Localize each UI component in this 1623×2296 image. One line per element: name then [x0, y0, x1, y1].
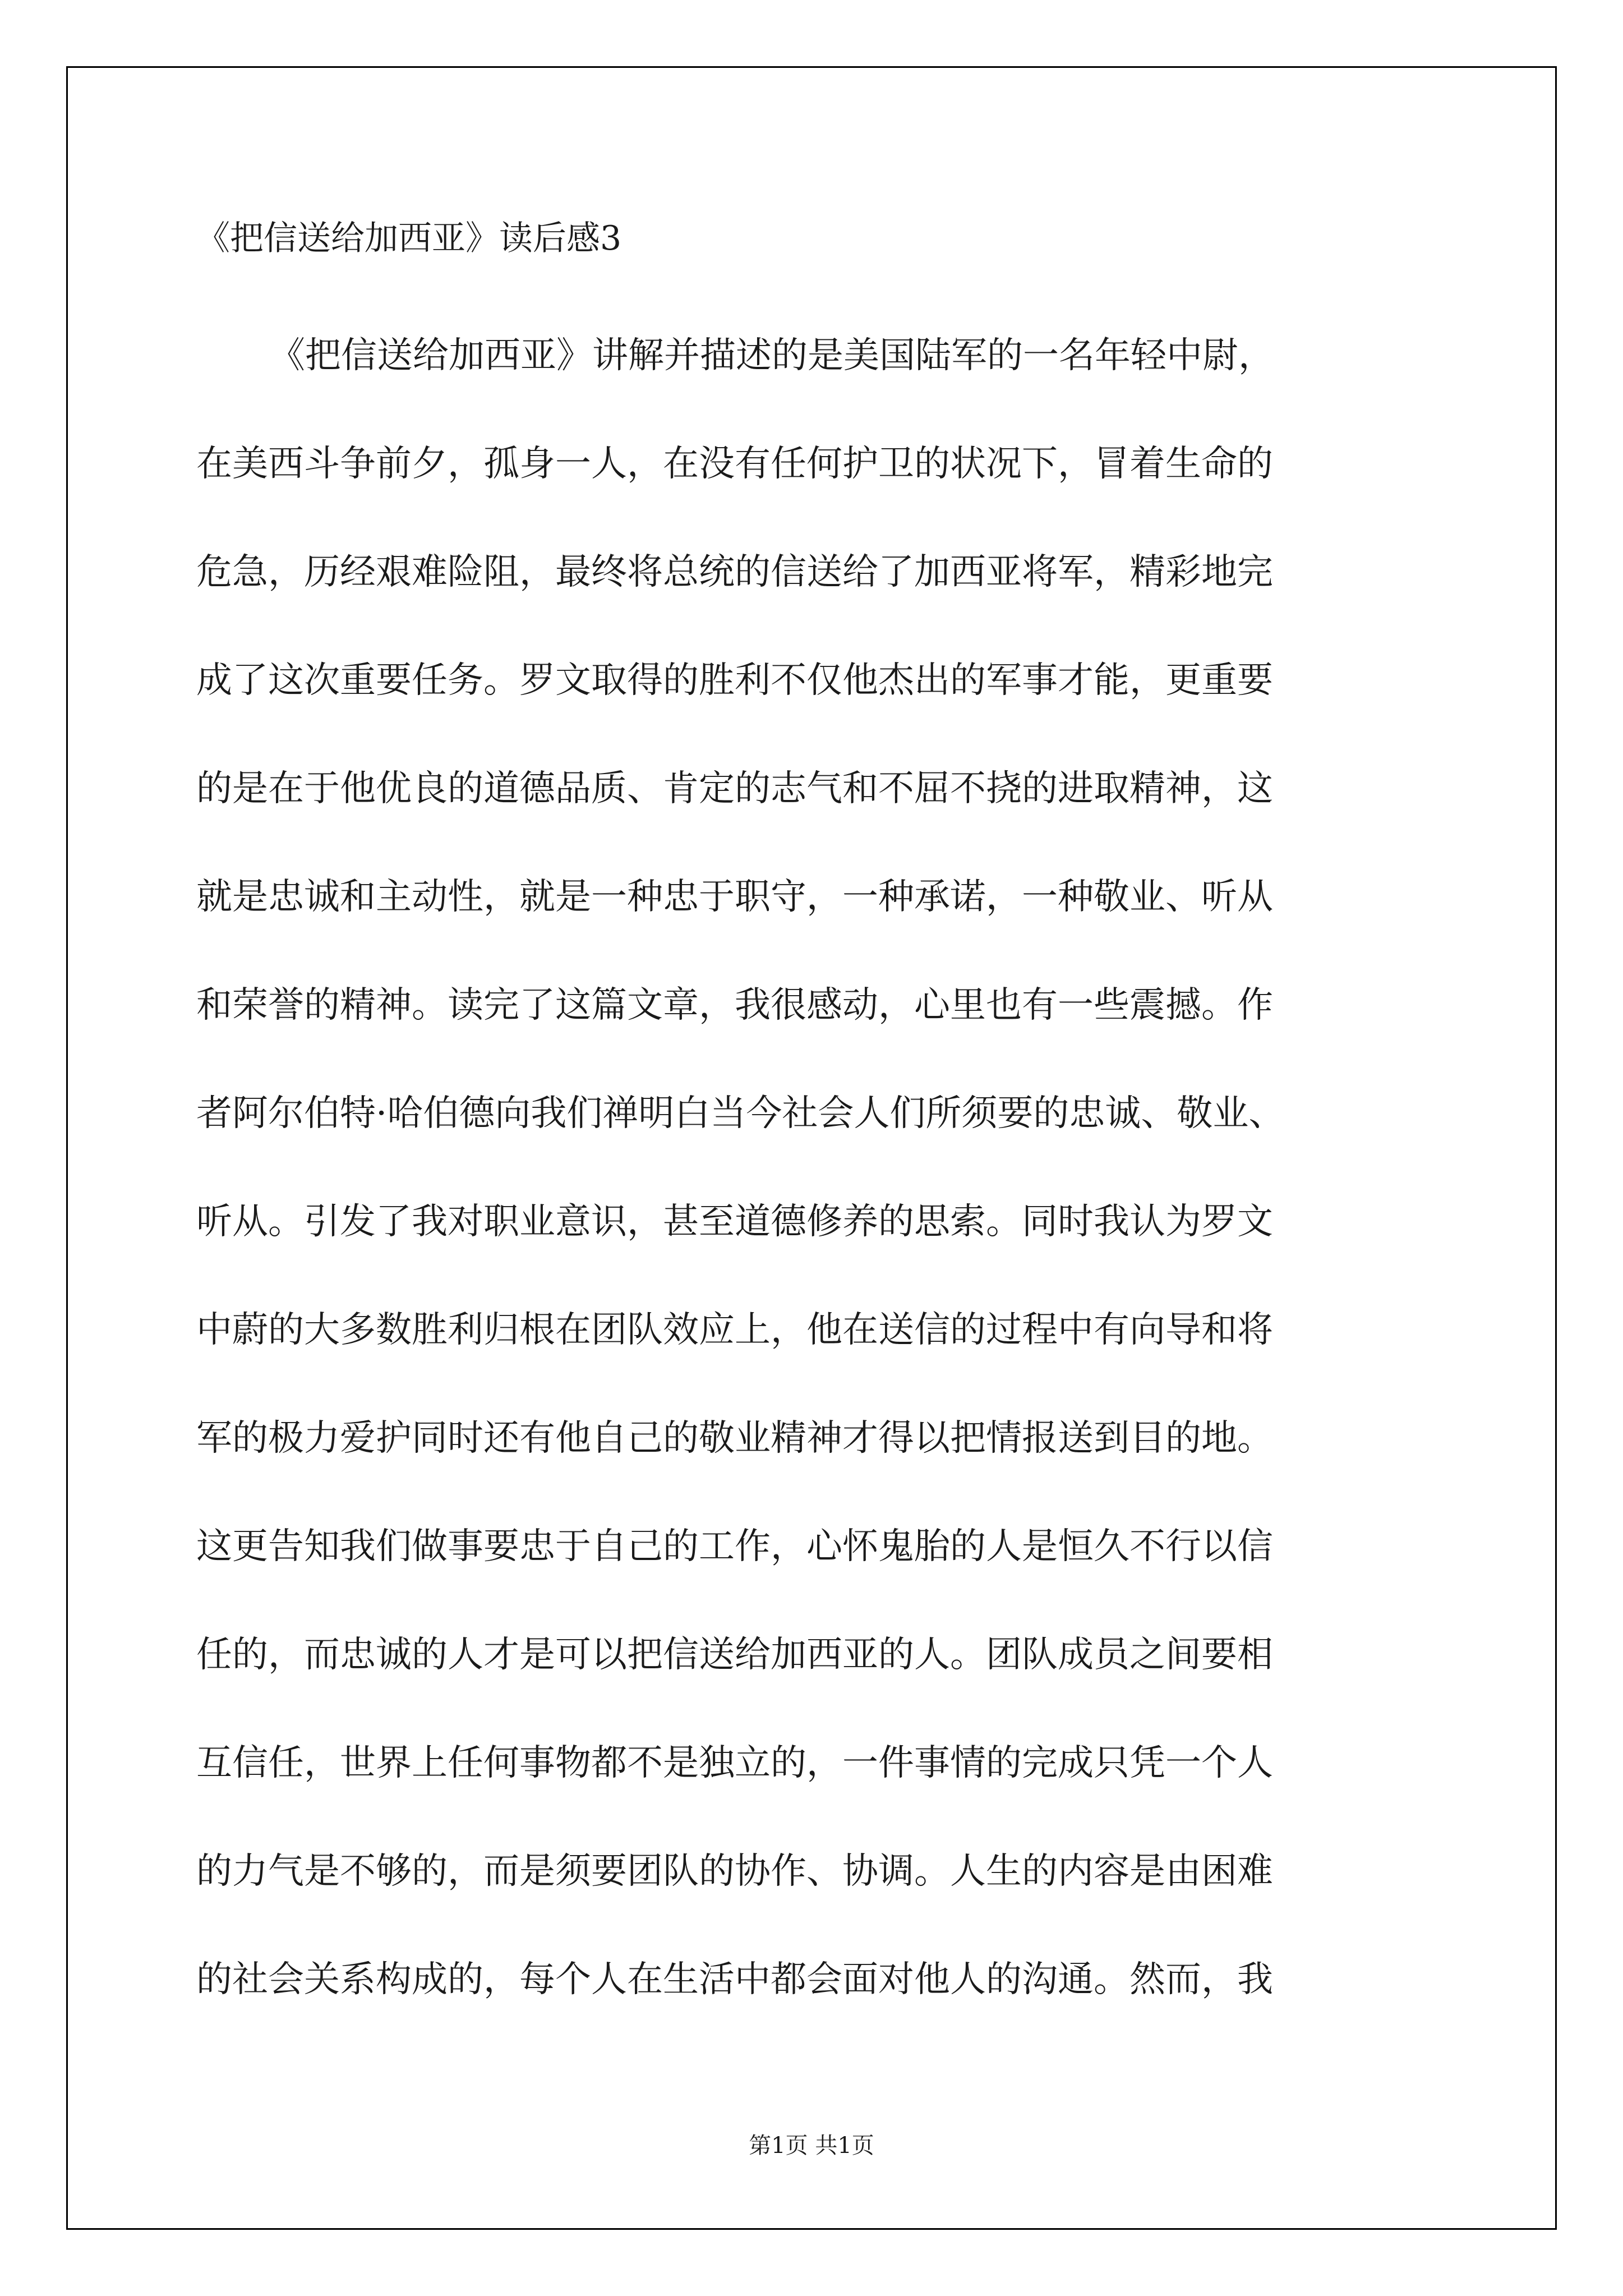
body-line: 者阿尔伯特·哈伯德向我们禅明白当今社会人们所须要的忠诚、敬业、	[196, 1093, 1285, 1134]
body-line: 就是忠诚和主动性，就是一种忠于职守，一种承诺，一种敬业、听从	[196, 876, 1273, 918]
body-line: 听从。引发了我对职业意识，甚至道德修养的思索。同时我认为罗文	[196, 1201, 1273, 1243]
body-line: 中蔚的大多数胜利归根在团队效应上，他在送信的过程中有向导和将	[196, 1309, 1273, 1351]
body-line: 在美西斗争前夕，孤身一人，在没有任何护卫的状况下，冒着生命的	[196, 443, 1273, 485]
page-footer: 第1页 共1页	[749, 2133, 874, 2159]
body-line: 和荣誉的精神。读完了这篇文章，我很感动，心里也有一些震撼。作	[196, 984, 1273, 1026]
body-line: 的是在于他优良的道德品质、肯定的志气和不屈不挠的进取精神，这	[196, 768, 1273, 809]
body-line: 危急，历经艰难险阻，最终将总统的信送给了加西亚将军，精彩地完	[196, 551, 1273, 593]
body-line: 军的极力爱护同时还有他自己的敬业精神才得以把情报送到目的地。	[196, 1418, 1273, 1459]
document-title: 《把信送给加西亚》读后感3	[196, 219, 622, 258]
document-body	[196, 302, 1284, 2034]
body-line: 互信任，世界上任何事物都不是独立的，一件事情的完成只凭一个人	[196, 1742, 1273, 1784]
body-line: 的社会关系构成的，每个人在生活中都会面对他人的沟通。然而，我	[196, 1959, 1273, 2000]
body-line: 任的，而忠诚的人才是可以把信送给加西亚的人。团队成员之间要相	[196, 1634, 1273, 1676]
body-line: 《把信送给加西亚》讲解并描述的是美国陆军的一名年轻中尉，	[269, 335, 1274, 376]
body-line: 成了这次重要任务。罗文取得的胜利不仅他杰出的军事才能，更重要	[196, 660, 1273, 701]
body-line: 的力气是不够的，而是须要团队的协作、协调。人生的内容是由困难	[196, 1851, 1273, 1892]
body-line: 这更告知我们做事要忠于自己的工作，心怀鬼胎的人是恒久不行以信	[196, 1526, 1273, 1567]
